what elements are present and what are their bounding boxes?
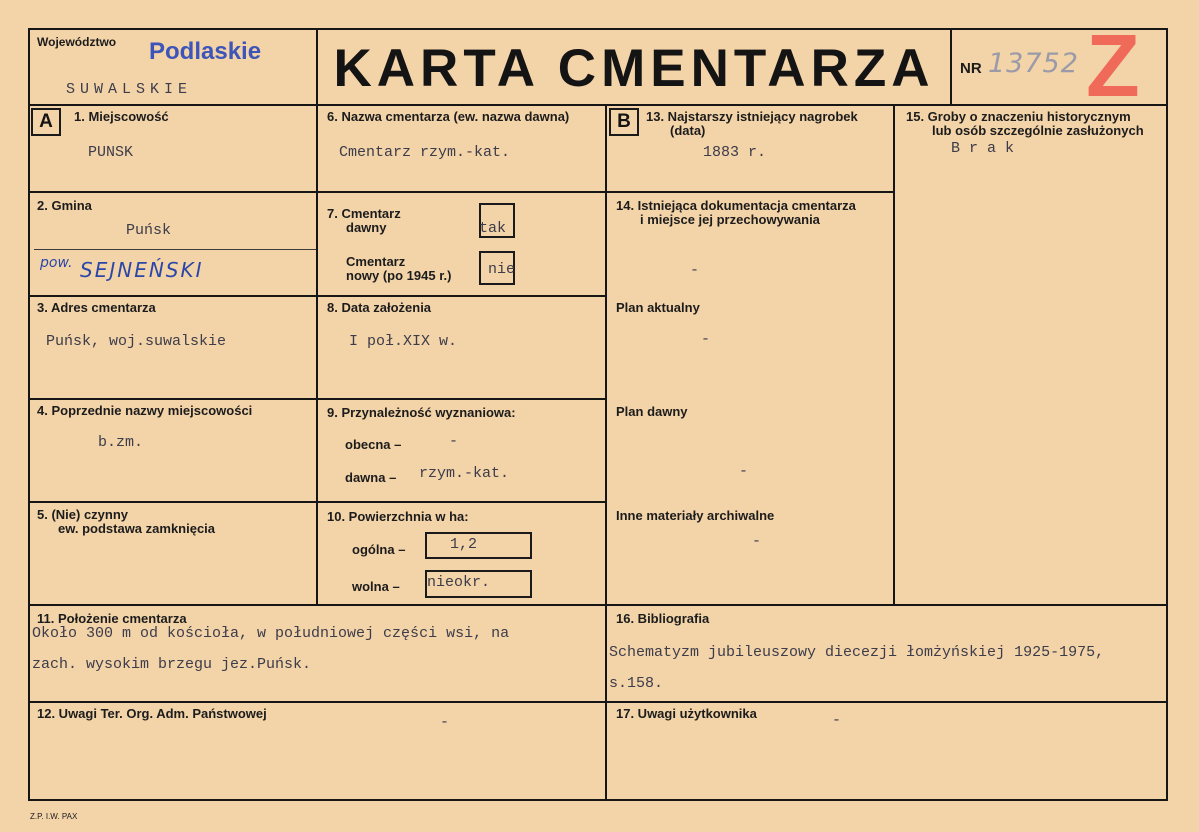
field-7-nowy-value: nie <box>488 261 516 278</box>
field-7-label: 7. Cmentarz <box>327 206 401 221</box>
field-7-nowy-label-2: nowy (po 1945 r.) <box>346 268 452 283</box>
field-16-line-1: Schematyzm jubileuszowy diecezji łomżyńskiej 1925-1975, <box>609 644 1105 661</box>
row-line-gmina-sub <box>34 249 316 250</box>
field-8-value: I poł.XIX w. <box>349 333 458 350</box>
header-bottom-line <box>28 104 1168 106</box>
field-8-label: 8. Data założenia <box>327 300 432 315</box>
inne-materialy-label: Inne materiały archiwalne <box>616 508 775 523</box>
plan-aktualny-label: Plan aktualny <box>616 300 700 315</box>
field-11-label: 11. Położenie cmentarza <box>37 611 187 626</box>
frame-right <box>1166 28 1168 801</box>
field-16-line-2: s.158. <box>609 675 664 692</box>
field-10-label: 10. Powierzchnia w ha: <box>327 509 469 524</box>
col-divider-1 <box>316 104 318 606</box>
field-15-value: B r a k <box>951 140 1015 157</box>
field-3-value: Puńsk, woj.suwalskie <box>46 333 227 350</box>
field-6-label: 6. Nazwa cmentarza (ew. nazwa dawna) <box>327 109 570 124</box>
plan-aktualny-value: - <box>701 331 711 348</box>
field-17-value: - <box>832 712 842 729</box>
field-14-label-1: 14. Istniejąca dokumentacja cmentarza <box>616 198 856 213</box>
field-17-label: 17. Uwagi użytkownika <box>616 706 757 721</box>
field-13-value: 1883 r. <box>703 144 767 161</box>
field-16-label: 16. Bibliografia <box>616 611 710 626</box>
row-line-5 <box>28 604 1168 606</box>
field-14-label-2: i miejsce jej przechowywania <box>640 212 820 227</box>
field-7-dawny-label: dawny <box>346 220 387 235</box>
field-9-dawna-label: dawna – <box>345 470 397 485</box>
field-13-label-1: 13. Najstarszy istniejący nagrobek <box>646 109 858 124</box>
frame-bottom <box>28 799 1168 801</box>
field-12-value: - <box>440 714 450 731</box>
field-10-wolna-label: wolna – <box>352 579 400 594</box>
field-15-label-2: lub osób szczególnie zasłużonych <box>932 123 1144 138</box>
plan-dawny-label: Plan dawny <box>616 404 688 419</box>
field-15-label-1: 15. Groby o znaczeniu historycznym <box>906 109 1131 124</box>
field-11-line-2: zach. wysokim brzegu jez.Puńsk. <box>32 656 312 673</box>
wojewodztwo-stamp: Podlaskie <box>149 38 262 65</box>
field-7-dawny-value: tak <box>479 220 507 237</box>
field-5-label-1: 5. (Nie) czynny <box>37 507 129 522</box>
field-10-ogolna-label: ogólna – <box>352 542 406 557</box>
field-1-value: PUNSK <box>88 144 134 161</box>
row-line-6 <box>28 701 1168 703</box>
field-9-label: 9. Przynależność wyznaniowa: <box>327 405 516 420</box>
field-4-label: 4. Poprzednie nazwy miejscowości <box>37 403 253 418</box>
field-2-value: Puńsk <box>126 222 172 239</box>
section-b-marker: B <box>609 108 639 136</box>
col-divider-2 <box>605 104 607 801</box>
row-line-col3 <box>605 191 894 193</box>
header-divider-2 <box>950 28 952 106</box>
printer-mark: Z.P. I.W. PAX <box>30 812 78 821</box>
inne-materialy-value: - <box>752 533 762 550</box>
field-9-obecna-label: obecna – <box>345 437 402 452</box>
field-14-value: - <box>690 262 700 279</box>
wojewodztwo-label: Województwo <box>37 35 117 49</box>
field-2-label: 2. Gmina <box>37 198 92 213</box>
field-3-label: 3. Adres cmentarza <box>37 300 156 315</box>
field-12-label: 12. Uwagi Ter. Org. Adm. Państwowej <box>37 706 267 721</box>
plan-dawny-value: - <box>739 463 749 480</box>
frame-top <box>28 28 1168 30</box>
row-line-1 <box>28 191 606 193</box>
section-a-marker: A <box>31 108 61 136</box>
field-10-wolna-value: nieokr. <box>427 574 491 591</box>
col-divider-3 <box>893 104 895 606</box>
row-line-3 <box>28 398 606 400</box>
wojewodztwo-typed: SUWALSKIE <box>66 81 193 98</box>
nr-label: NR <box>960 60 982 77</box>
field-9-obecna-value: - <box>449 433 459 450</box>
red-mark: Z <box>1086 16 1140 115</box>
field-2-pow-prefix: pow. <box>40 255 73 271</box>
nr-value: 13752 <box>988 48 1079 79</box>
field-1-label: 1. Miejscowość <box>74 109 169 124</box>
field-2-pow-value: SEJNEŃSKI <box>80 258 204 282</box>
field-10-ogolna-box <box>425 532 532 559</box>
field-13-label-2: (data) <box>670 123 706 138</box>
frame-left <box>28 28 30 801</box>
card-title: KARTA CMENTARZA <box>333 39 935 98</box>
row-line-2 <box>28 295 606 297</box>
field-9-dawna-value: rzym.-kat. <box>419 465 510 482</box>
field-4-value: b.zm. <box>98 434 144 451</box>
field-10-ogolna-value: 1,2 <box>450 536 478 553</box>
field-6-value: Cmentarz rzym.-kat. <box>339 144 511 161</box>
row-line-4 <box>28 501 606 503</box>
field-5-label-2: ew. podstawa zamknięcia <box>58 521 216 536</box>
field-11-line-1: Około 300 m od kościoła, w południowej części wsi, na <box>32 625 510 642</box>
field-7-nowy-label-1: Cmentarz <box>346 254 406 269</box>
